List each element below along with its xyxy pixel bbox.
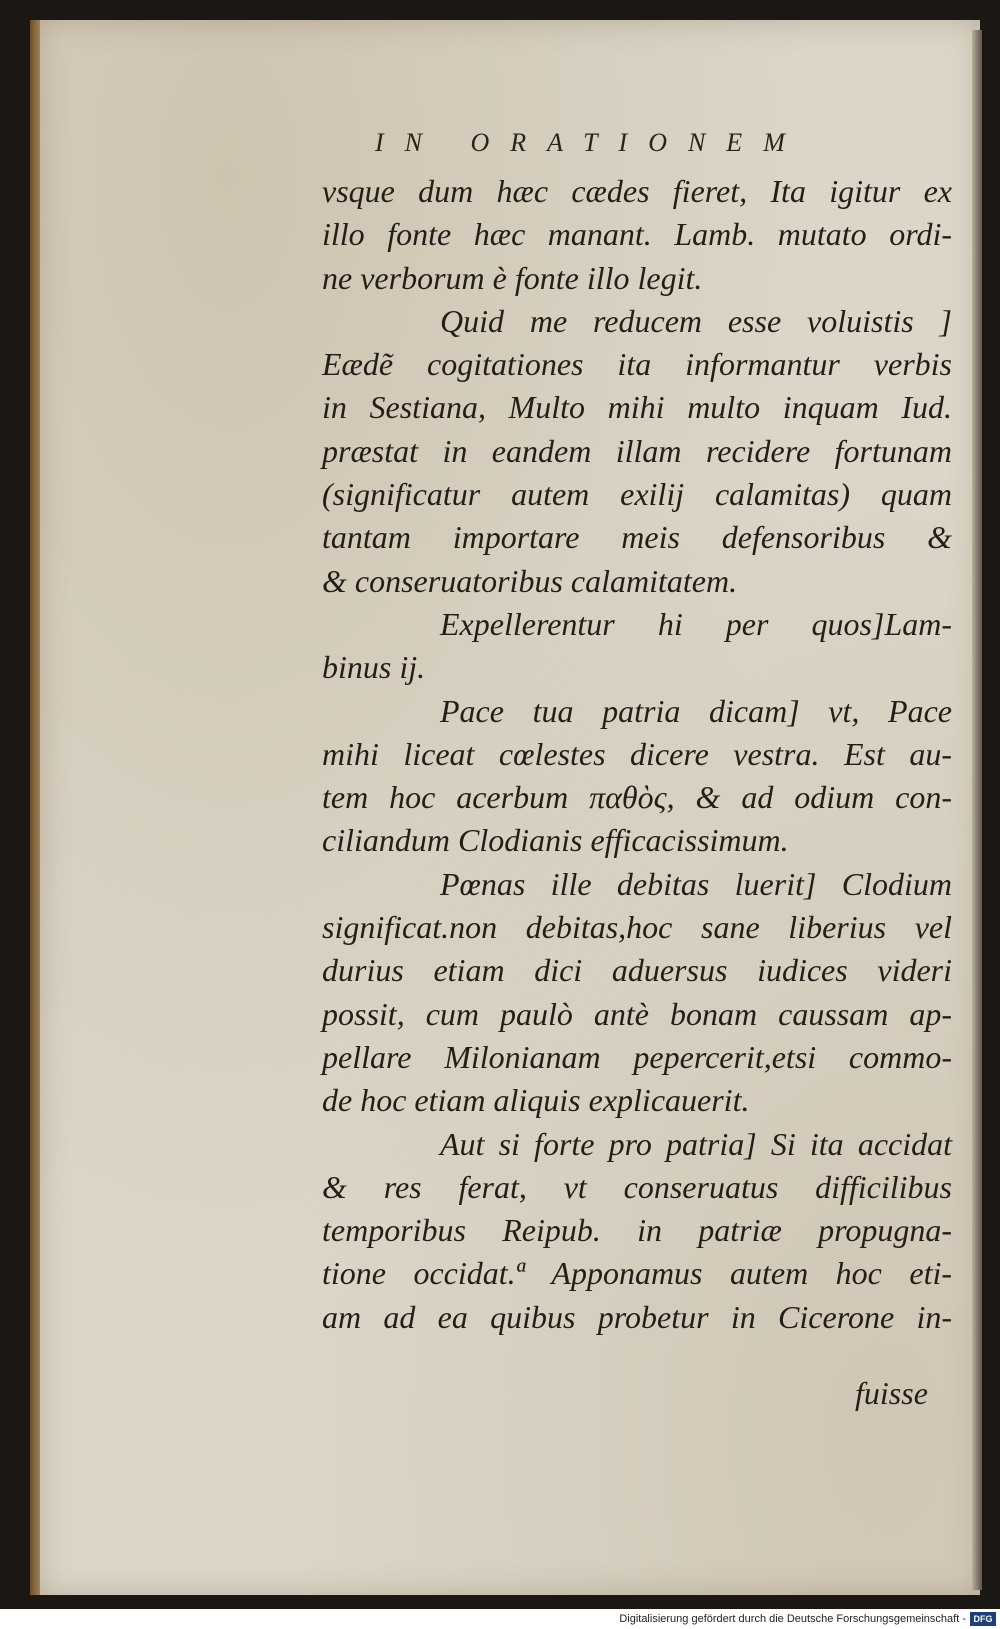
text-line: (significatur autem exilij calamitas) quam: [322, 476, 952, 513]
text-line: de hoc etiam aliquis explicauerit.: [322, 1082, 750, 1119]
running-head: IN ORATIONEM: [375, 128, 806, 157]
footer-bar: [0, 1609, 1000, 1629]
footer-credit: Digitalisierung gefördert durch die Deutsche Forschungsgemeinschaft -: [619, 1613, 966, 1625]
text-line: Quid me reducem esse voluistis ]: [440, 302, 952, 339]
text-line: tantam importare meis defensoribus &: [322, 519, 952, 556]
text-line: possit, cum paulò antè bonam caussam ap-: [322, 995, 952, 1032]
text-line: in Sestiana, Multo mihi multo inquam Iud.: [322, 389, 952, 426]
text-line: Expellerentur hi per quos]Lam-: [440, 605, 952, 642]
text-line: binus ij.: [322, 649, 426, 686]
text-line: temporibus Reipub. in patriæ propugna-: [322, 1212, 952, 1249]
text-line: Eædẽ cogitationes ita informantur verbis: [322, 346, 952, 383]
text-line: & res ferat, vt conseruatus difficilibus: [322, 1168, 952, 1205]
text-line: vsque dum hæc cædes fieret, Ita igitur ex: [322, 173, 952, 209]
catchword: fuisse: [855, 1375, 928, 1411]
text-line: ne verborum è fonte illo legit.: [322, 259, 703, 296]
body-text: [322, 170, 952, 1339]
text-line: Pœnas ille debitas luerit] Clodium: [440, 865, 952, 902]
text-line: Pace tua patria dicam] vt, Pace: [440, 692, 952, 729]
text-line: Aut si forte pro patria] Si ita accidat: [440, 1125, 952, 1162]
text-line: ciliandum Clodianis efficacissimum.: [322, 822, 789, 859]
text-line: tem hoc acerbum παθὸς, & ad odium con-: [322, 779, 952, 816]
text-line: mihi liceat cœlestes dicere vestra. Est au-: [322, 735, 952, 772]
text-line: illo fonte hæc manant. Lamb. mutato ordi-: [322, 216, 952, 253]
text-line: & conseruatoribus calamitatem.: [322, 562, 738, 599]
text-line: am ad ea quibus probetur in Cicerone in-: [322, 1298, 952, 1335]
text-line: præstat in eandem illam recidere fortunam: [322, 432, 952, 469]
text-line: pellare Milonianam pepercerit,etsi commo-: [322, 1038, 952, 1075]
page-right-edge: [972, 30, 982, 1590]
text-line: tione occidat.ª Apponamus autem hoc eti-: [322, 1255, 952, 1292]
text-line: durius etiam dici aduersus iudices videri: [322, 952, 952, 989]
text-line: significat.non debitas,hoc sane liberius vel: [322, 909, 952, 946]
dfg-logo: DFG: [970, 1612, 996, 1626]
